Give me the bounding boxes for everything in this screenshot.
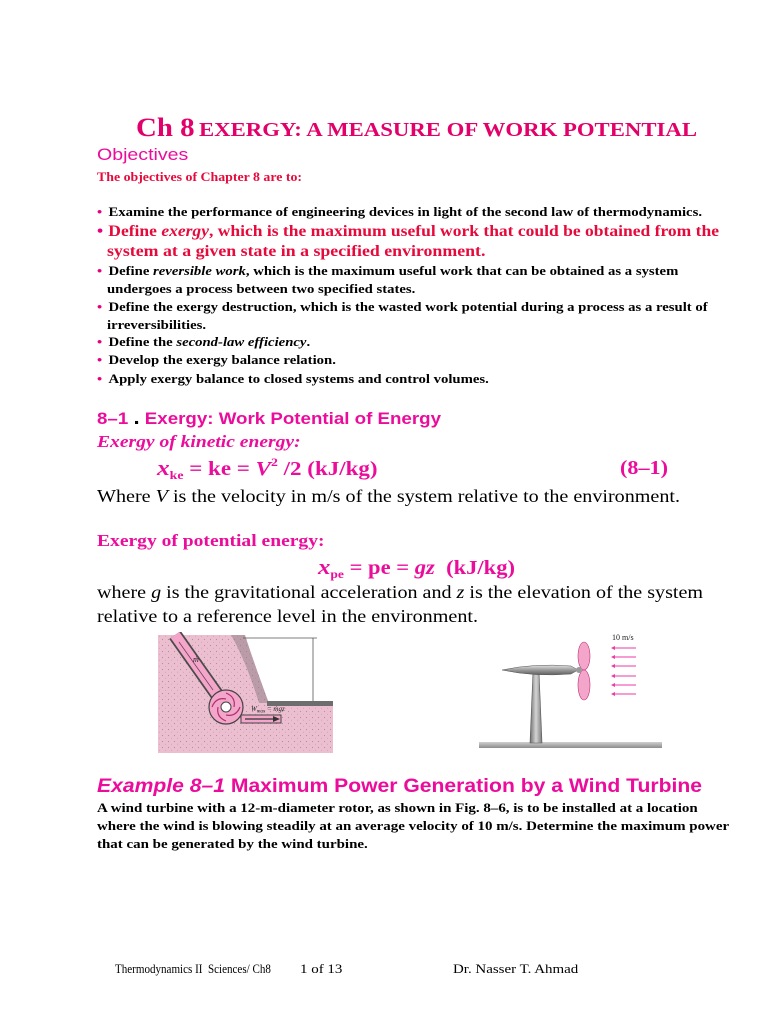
objective-emphasis: exergy: [161, 223, 209, 240]
section-heading: [97, 408, 441, 429]
section-number: 8–1: [97, 409, 129, 428]
footer-author: Dr. Nasser T. Ahmad: [453, 961, 579, 976]
objective-text: Define: [108, 264, 154, 278]
note-variable: g: [151, 582, 162, 602]
objective-text: , which is the maximum useful work that can be obtained as a system: [245, 264, 679, 278]
objective-item: [97, 263, 678, 279]
wind-turbine-figure: [476, 630, 666, 754]
objective-text: Define: [108, 223, 162, 240]
equation-tail: /2 (kJ/kg): [277, 458, 378, 480]
objective-text: , which is the maximum useful work that could be obtained from the: [208, 223, 719, 240]
equation-subscript: ke: [169, 468, 184, 482]
rotor-blade-upper: [578, 642, 590, 670]
objective-item: [97, 352, 336, 368]
chapter-title: EXERGY: A MEASURE OF WORK POTENTIAL: [198, 119, 697, 141]
kinetic-exergy-note: [97, 486, 680, 507]
objective-text: Examine the performance of engineering devices in light of the second law of thermodynamics.: [108, 205, 703, 219]
work-symbol: W: [251, 705, 257, 713]
wind-arrowhead: [611, 683, 615, 687]
equation-subscript: pe: [330, 567, 344, 581]
section-title: Exergy: Work Potential of Energy: [144, 409, 441, 428]
kinetic-exergy-equation: [157, 455, 378, 482]
wind-arrowhead: [611, 655, 615, 659]
equation-symbol: x: [157, 455, 170, 480]
objective-item: [97, 299, 708, 315]
objective-item: [97, 222, 719, 241]
example-text-line: A wind turbine with a 12-m-diameter rotor, as shown in Fig. 8–6, is to be installed at a location: [97, 800, 698, 815]
equation-middle: = ke =: [183, 458, 256, 480]
section-dot: .: [133, 407, 140, 429]
note-variable: V: [155, 486, 168, 506]
note-text: is the elevation of the system: [464, 582, 704, 602]
hydro-turbine-figure: [155, 632, 335, 754]
objective-emphasis: second-law efficiency: [176, 335, 307, 349]
note-text: is the velocity in m/s of the system relative to the environment.: [167, 486, 680, 506]
work-equation: = ṁgz: [265, 705, 285, 713]
note-text: Where: [97, 486, 156, 506]
objective-text: Define the: [108, 335, 177, 349]
turbine: [209, 690, 243, 724]
example-title: Maximum Power Generation by a Wind Turbine: [230, 776, 702, 797]
objective-text: Define the exergy destruction, which is the wasted work potential during a process as a result of: [108, 300, 708, 314]
equation-number: (8–1): [620, 457, 668, 479]
bullet-marker: •: [97, 353, 103, 367]
objectives-intro: The objectives of Chapter 8 are to:: [97, 169, 303, 184]
note-variable: z: [456, 582, 465, 602]
objective-item: [97, 334, 310, 350]
wind-arrowhead: [611, 664, 615, 668]
objective-item: [97, 204, 702, 220]
bullet-marker: •: [97, 205, 103, 219]
equation-product: gz: [414, 557, 435, 579]
bullet-marker: •: [97, 223, 104, 240]
objective-continuation: system at a given state in a specified environment.: [107, 243, 486, 260]
objective-item: [97, 371, 489, 387]
wind-speed-label: 10 m/s: [612, 633, 634, 642]
equation-symbol: x: [318, 554, 331, 579]
bullet-marker: •: [97, 300, 103, 314]
potential-exergy-heading: Exergy of potential energy:: [97, 531, 325, 550]
footer-course: Thermodynamics II Sciences/ Ch8: [115, 961, 271, 976]
note-text: where: [97, 582, 152, 602]
ground: [479, 742, 662, 748]
example-heading: [97, 776, 702, 798]
nacelle: [502, 665, 578, 675]
bullet-marker: •: [97, 372, 103, 386]
footer-page-number: 1 of 13: [300, 961, 343, 976]
mass-flow-label: ṁ: [193, 655, 199, 664]
bullet-marker: •: [97, 335, 103, 349]
rotor-blade-lower: [578, 670, 590, 700]
objective-continuation: undergoes a process between two specified states.: [107, 282, 416, 296]
chapter-number: Ch 8: [136, 113, 195, 142]
note-text: is the gravitational acceleration and: [161, 582, 457, 602]
potential-exergy-note-continuation: relative to a reference level in the environment.: [97, 606, 479, 626]
objective-continuation: irreversibilities.: [107, 318, 207, 332]
example-text-line: that can be generated by the wind turbine.: [97, 836, 368, 851]
objective-text: Apply exergy balance to closed systems and control volumes.: [108, 372, 489, 386]
equation-middle: = pe =: [343, 557, 415, 579]
chapter-heading: [136, 112, 697, 148]
turbine-hub: [221, 702, 231, 712]
equation-tail: (kJ/kg): [434, 557, 515, 579]
bullet-marker: •: [97, 264, 103, 278]
potential-exergy-note: [97, 582, 703, 603]
potential-exergy-equation: [318, 554, 515, 581]
objective-text: .: [306, 335, 311, 349]
objectives-heading: Objectives: [97, 145, 189, 164]
tower: [530, 672, 542, 743]
wind-arrowhead: [611, 674, 615, 678]
objective-text: Develop the exergy balance relation.: [108, 353, 336, 367]
kinetic-exergy-heading: Exergy of kinetic energy:: [97, 432, 301, 451]
example-label: Example 8–1: [97, 776, 225, 797]
example-text-line: where the wind is blowing steadily at an average velocity of 10 m/s. Determine the maximum power: [97, 818, 730, 833]
wind-arrowhead: [611, 646, 615, 650]
wind-arrows: [611, 646, 636, 696]
rotor-hub: [576, 667, 582, 673]
objective-emphasis: reversible work: [153, 264, 246, 278]
equation-velocity: V: [255, 458, 272, 480]
wind-arrowhead: [611, 692, 615, 696]
equation-exponent: 2: [271, 455, 278, 469]
work-subscript: max: [256, 709, 266, 715]
